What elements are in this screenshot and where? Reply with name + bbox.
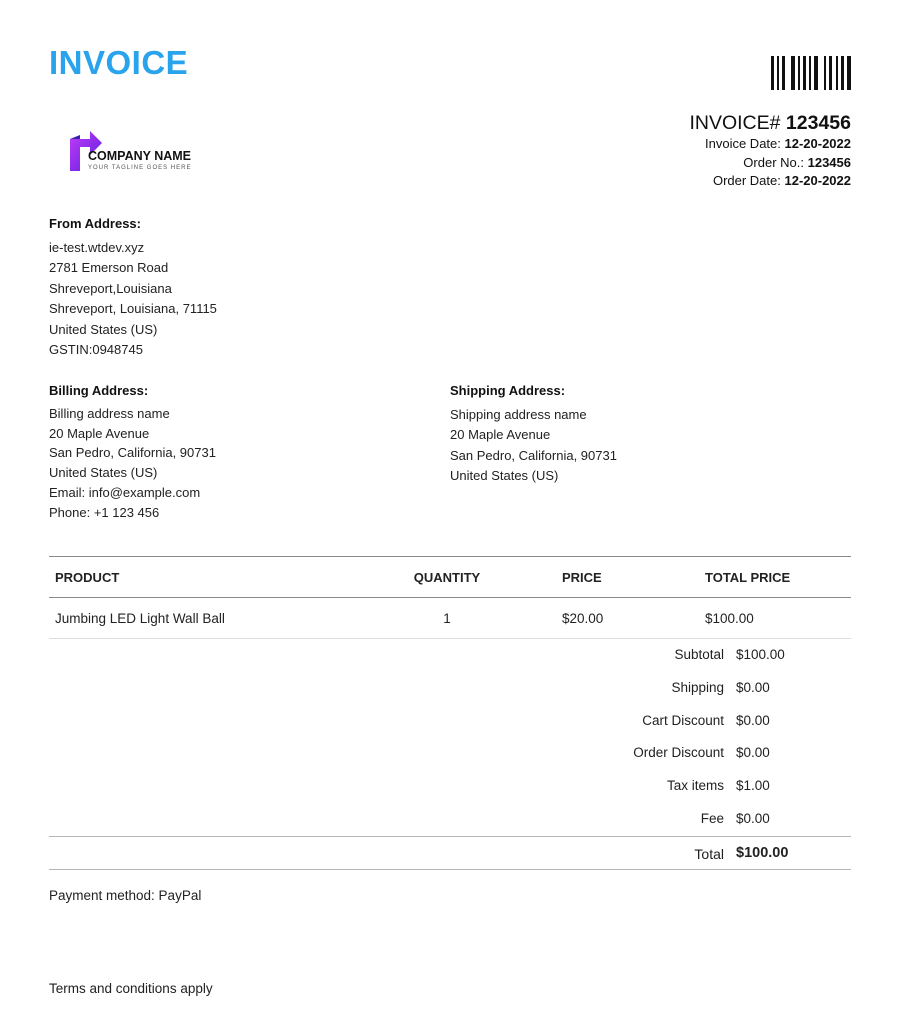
order-number-line bbox=[689, 154, 851, 173]
company-logo bbox=[68, 127, 213, 175]
order-discount-value: $0.00 bbox=[736, 745, 770, 761]
from-address-line: Shreveport,Louisiana bbox=[49, 280, 172, 296]
from-address-line: 2781 Emerson Road bbox=[49, 260, 169, 275]
order-date: 12-20-2022 bbox=[784, 173, 851, 188]
billing-address-line: United States (US) bbox=[49, 465, 158, 481]
shipping-address-heading: Shipping Address: bbox=[450, 383, 566, 398]
from-address bbox=[49, 214, 217, 361]
column-header-product: PRODUCT bbox=[49, 557, 373, 598]
total-price-cell: $100.00 bbox=[695, 598, 851, 639]
shipping-address-line: 20 Maple Avenue bbox=[450, 427, 551, 442]
invoice-number-label: INVOICE# bbox=[689, 112, 781, 134]
product-table bbox=[49, 556, 851, 639]
quantity-cell: 1 bbox=[373, 598, 521, 639]
billing-address-line: Billing address name bbox=[49, 405, 170, 421]
shipping-address-line: United States (US) bbox=[450, 468, 559, 483]
company-name: COMPANY NAME bbox=[88, 149, 192, 163]
shipping-address bbox=[450, 381, 617, 487]
tax-value: $1.00 bbox=[736, 778, 770, 794]
invoice-title: INVOICE bbox=[49, 44, 189, 81]
terms-note: Terms and conditions apply bbox=[49, 981, 213, 996]
tax-row bbox=[49, 769, 851, 802]
order-date-label: Order Date: bbox=[712, 173, 781, 188]
grand-total-label: Total bbox=[694, 845, 724, 862]
fee-row bbox=[49, 802, 851, 835]
totals-section bbox=[49, 638, 851, 870]
cart-discount-row bbox=[49, 704, 851, 737]
shipping-address-line: Shipping address name bbox=[450, 406, 587, 422]
tax-label: Tax items bbox=[666, 778, 724, 794]
shipping-address-line: San Pedro, California, 90731 bbox=[450, 447, 617, 463]
billing-address-line: San Pedro, California, 90731 bbox=[49, 445, 216, 461]
order-number-label: Order No.: bbox=[743, 154, 804, 170]
price-cell: $20.00 bbox=[521, 598, 695, 639]
product-name-cell: Jumbing LED Light Wall Ball bbox=[49, 598, 373, 639]
order-date-line bbox=[689, 172, 851, 191]
grand-total-value: $100.00 bbox=[736, 844, 789, 861]
billing-phone: Phone: +1 123 456 bbox=[49, 504, 160, 520]
company-tagline: YOUR TAGLINE GOES HERE bbox=[88, 165, 192, 171]
invoice-number-line bbox=[689, 111, 851, 135]
from-address-line: GSTIN:0948745 bbox=[49, 342, 143, 357]
from-address-line: United States (US) bbox=[49, 321, 158, 337]
billing-address bbox=[49, 381, 216, 523]
invoice-date: 12-20-2022 bbox=[784, 136, 851, 151]
column-header-quantity: QUANTITY bbox=[373, 557, 521, 598]
shipping-label: Shipping bbox=[671, 679, 724, 695]
barcode bbox=[771, 56, 851, 90]
from-address-line: Shreveport, Louisiana, 71115 bbox=[49, 301, 217, 316]
invoice-date-line bbox=[689, 135, 851, 154]
fee-label: Fee bbox=[700, 810, 724, 826]
order-discount-label: Order Discount bbox=[633, 745, 724, 761]
subtotal-label: Subtotal bbox=[674, 647, 724, 662]
invoice-number: 123456 bbox=[785, 112, 851, 134]
column-header-price: PRICE bbox=[521, 557, 695, 598]
invoice-date-label: Invoice Date: bbox=[705, 136, 781, 151]
from-address-line: ie-test.wtdev.xyz bbox=[49, 239, 145, 255]
order-discount-row bbox=[49, 736, 851, 769]
subtotal-row bbox=[49, 638, 851, 671]
table-header-row bbox=[49, 557, 851, 598]
cart-discount-label: Cart Discount bbox=[642, 712, 724, 728]
payment-method: Payment method: PayPal bbox=[49, 888, 202, 903]
fee-value: $0.00 bbox=[736, 810, 770, 826]
table-row bbox=[49, 598, 851, 639]
shipping-value: $0.00 bbox=[736, 679, 770, 695]
billing-address-line: 20 Maple Avenue bbox=[49, 425, 150, 441]
billing-email: Email: info@example.com bbox=[49, 484, 201, 500]
invoice-header-info bbox=[689, 111, 851, 191]
subtotal-value: $100.00 bbox=[736, 647, 785, 662]
shipping-row bbox=[49, 671, 851, 704]
cart-discount-value: $0.00 bbox=[736, 712, 770, 728]
from-address-heading: From Address: bbox=[49, 216, 141, 231]
order-number: 123456 bbox=[807, 154, 851, 170]
grand-total-row bbox=[49, 836, 851, 870]
billing-address-heading: Billing Address: bbox=[49, 383, 149, 398]
column-header-total-price: TOTAL PRICE bbox=[695, 557, 851, 598]
